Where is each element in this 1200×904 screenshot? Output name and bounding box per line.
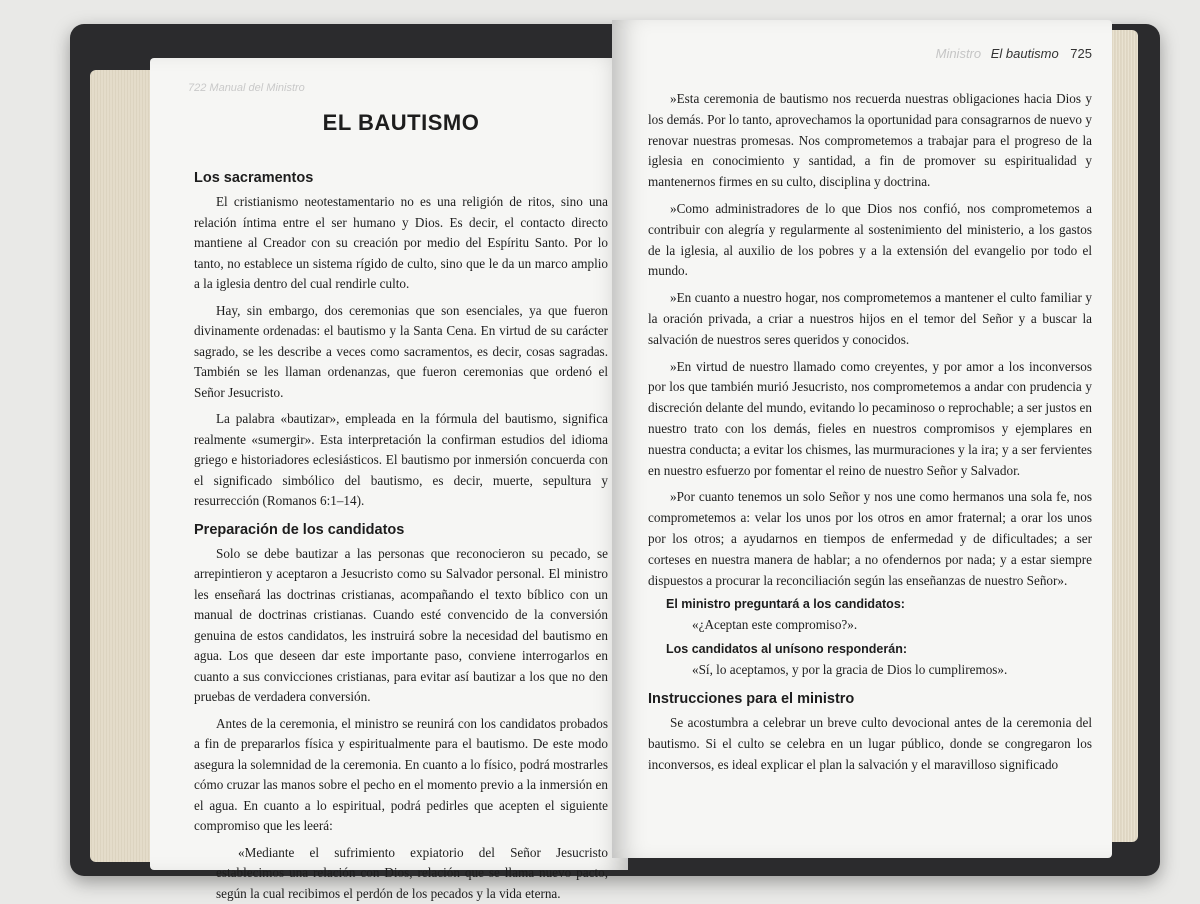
paragraph: »En virtud de nuestro llamado como creyentes, y por amor a los inconversos por los que también murió Jesucristo, nos comprometemos a andar con prudencia y discreción delante del mundo, evitando lo pecaminoso o reprochable; a ser justos en nuestro trato con los demás, fieles en nuestros compromisos y ejemplares en nuestra conducta; a evitar los chismes, las murmuraciones y la ira; y a ser fervientes en nuestro esfuerzo por fomentar el reino de nuestro Señor y Salvador. <box>648 357 1092 482</box>
paragraph: »Por cuanto tenemos un solo Señor y nos une como hermanos una sola fe, nos comprometemos a: velar los unos por los otros en amor fraternal; a orar los unos por los otros; a ayudarnos en tiempos de enfermedad y de dificultades; a ser corteses en nuestra manera de hablar; a no ofendernos por nada; y a estar siempre dispuestos a procurar la reconciliación según las enseñanzas de nuestro Señor». <box>648 487 1092 591</box>
section-heading-instrucciones: Instrucciones para el ministro <box>648 691 1092 707</box>
show-through-header: Ministro <box>936 46 982 61</box>
running-head <box>648 46 1092 61</box>
paragraph: »En cuanto a nuestro hogar, nos comprometemos a mantener el culto familiar y la oración privada, a criar a nuestros hijos en el temor del Señor y a buscar la salvación de nuestros seres queridos y conocidos. <box>648 288 1092 350</box>
page-number: 725 <box>1070 46 1092 61</box>
chapter-title: EL BAUTISMO <box>194 110 608 136</box>
candidates-answer: «Sí, lo aceptamos, y por la gracia de Dios lo cumpliremos». <box>648 660 1092 681</box>
paragraph: »Como administradores de lo que Dios nos confió, nos comprometemos a contribuir con alegría y regularmente al sostenimiento del ministerio, a los gastos de la iglesia, al auxilio de los pobres y a la extensión del evangelio por todo el mundo. <box>648 199 1092 282</box>
commitment-quote: «Mediante el sufrimiento expiatorio del Señor Jesucristo establecimos una relación con Dios, relación que se llama nuevo pacto, según la cual recibimos el perdón de los pecados y la vida eterna. <box>194 843 608 904</box>
right-page <box>612 20 1112 858</box>
section-heading-preparacion: Preparación de los candidatos <box>194 522 608 538</box>
candidates-cue: Los candidatos al unísono responderán: <box>666 642 1092 656</box>
show-through-header: 722 Manual del Ministro <box>188 82 305 94</box>
paragraph: Solo se debe bautizar a las personas que reconocieron su pecado, se arrepintieron y aceptaron a Jesucristo como su Salvador personal. El ministro les enseñará las doctrinas cristianas, acompañando el texto bíblico con un manual de doctrinas cristianas. Cuando esté convencido de la conversión genuina de estos candidatos, les instruirá sobre la necesidad del bautismo en agua. Los que deseen dar este importante paso, conviene interrogarlos en cuanto a sus convicciones cristianas, para evitar así bautizar a los que no den pruebas de verdadera conversión. <box>194 544 608 708</box>
right-page-body <box>648 89 1092 775</box>
paragraph: El cristianismo neotestamentario no es una religión de ritos, sino una relación íntima entre el ser humano y Dios. Es decir, el contacto directo mantiene al Creador con su creación por medio del Espíritu Santo. Por lo tanto, no establece un sistema rígido de culto, sino que le da un marco amplio a la iglesia dentro del cual rendirle culto. <box>194 192 608 295</box>
paragraph: Hay, sin embargo, dos ceremonias que son esenciales, ya que fueron divinamente ordenadas: el bautismo y la Santa Cena. En virtud de su carácter sagrado, se les describe a veces como sacramentos, es decir, cosas sagradas. También se les llaman ordenanzas, que fueron ceremonias que ordenó el Señor Jesucristo. <box>194 301 608 404</box>
paragraph: »Esta ceremonia de bautismo nos recuerda nuestras obligaciones hacia Dios y los demás. Por lo tanto, aprovechamos la oportunidad para consagrarnos de nuevo y renovar nuestras promesas. Nos comprometemos a trabajar para el progreso de la iglesia en conocimiento y santidad, a fin de promover su espiritualidad y mantenernos firmes en su culto, disciplina y doctrina. <box>648 89 1092 193</box>
paragraph: Se acostumbra a celebrar un breve culto devocional antes de la ceremonia del bautismo. Si el culto se celebra en un lugar público, donde se congregaron los inconversos, es ideal explicar el plan la salvación y el maravilloso significado <box>648 713 1092 775</box>
minister-question: «¿Aceptan este compromiso?». <box>648 615 1092 636</box>
minister-cue: El ministro preguntará a los candidatos: <box>666 597 1092 611</box>
paragraph: Antes de la ceremonia, el ministro se reunirá con los candidatos probados a fin de prepararlos física y espiritualmente para el bautismo. De este modo asegura la solemnidad de la ceremonia. En cuanto a lo físico, podrá mostrarles cómo cruzar las manos sobre el pecho en el momento previo a la inmersión en el agua. En cuanto a lo espiritual, podrá pedirles que acepten el siguiente compromiso que les leerá: <box>194 714 608 837</box>
running-head-title: El bautismo <box>991 46 1059 61</box>
left-page <box>150 58 628 870</box>
paragraph: La palabra «bautizar», empleada en la fórmula del bautismo, significa realmente «sumergir». Esta interpretación la confirman estudios del idioma griego e historiadores eclesiásticos. El bautismo por inmersión concuerda con el significado simbólico del bautismo, es decir, muerte, sepultura y resurrección (Romanos 6:1–14). <box>194 409 608 512</box>
section-heading-sacramentos: Los sacramentos <box>194 170 608 186</box>
